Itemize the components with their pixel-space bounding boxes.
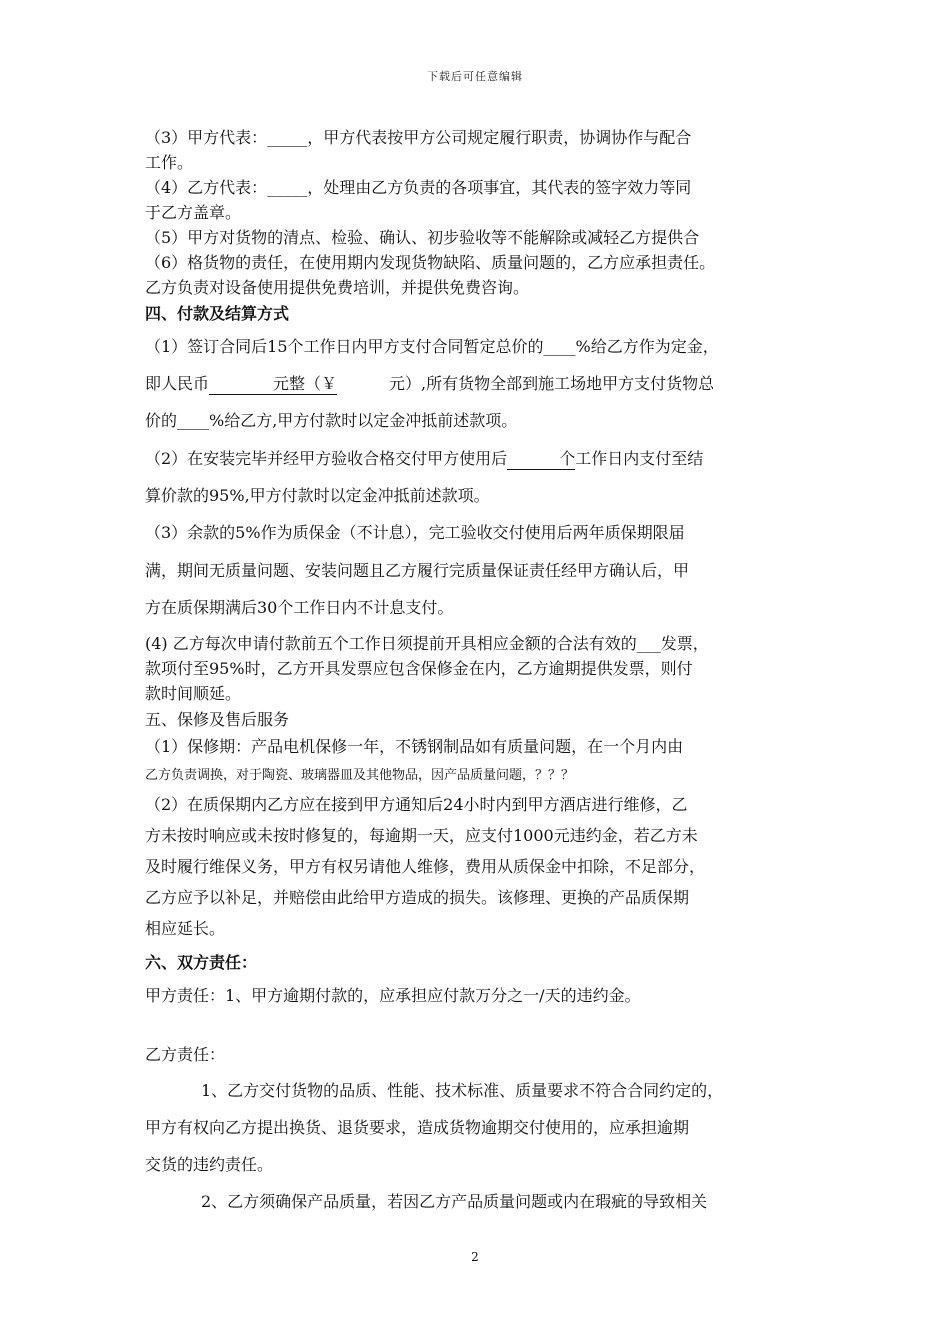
payment-4-line-2: 款项付至95%时，乙方开具发票应包含保修金在内，乙方逾期提供发票，则付 [145,659,693,678]
clause-5-line: （5）甲方对货物的清点、检验、确认、初步验收等不能解除或减轻乙方提供合 [145,228,700,247]
section-6-heading: 六、双方责任： [145,953,258,972]
party-b-item-1-line-2: 甲方有权向乙方提出换货、退货要求，造成货物逾期交付使用的，应承担逾期 [145,1118,690,1137]
text: 价的 [145,411,178,430]
text: 工作日内支付至结 [575,449,704,468]
text: （4）乙方代表： [145,178,268,197]
text: （1）签订合同后15个工作日内甲方支付合同暂定总价的 [145,337,544,356]
clause-3-line-2: 工作。 [145,153,194,172]
text: 即人民币 [145,374,210,393]
page-number: 2 [471,1250,479,1264]
text: （2）在安装完毕并经甲方验收合格交付甲方使用后 [145,449,508,468]
training-line: 乙方负责对设备使用提供免费培训，并提供免费咨询。 [145,278,530,297]
blank-field: ____ [543,337,576,356]
party-b-item-2-line-1: 2、乙方须确保产品质量，若因乙方产品质量问题或内在瑕疵的导致相关 [201,1192,708,1211]
text: ，处理由乙方负责的各项事宜，其代表的签字效力等同 [307,178,692,197]
section-5-heading: 五、保修及售后服务 [145,710,290,729]
days-blank: 个 [507,449,575,470]
payment-1-line-1 [145,337,719,357]
warranty-2-line-2: 方未按时响应或未按时修复的，每逾期一天，应支付1000元违约金，若乙方未 [145,826,698,845]
clause-4-line-2: 于乙方盖章。 [145,203,242,222]
blank-field: ____ [177,411,210,430]
payment-3-line-2: 满，期间无质量问题、安装问题且乙方履行完质量保证责任经甲方确认后，甲 [145,561,690,580]
text: 元）,所有货物全部到施工场地甲方支付货物总 [389,374,715,393]
warranty-1-line-1: （1）保修期：产品电机保修一年，不锈钢制品如有质量问题，在一个月内由 [145,737,684,756]
payment-1-line-3 [145,411,517,431]
text: ，甲方代表按甲方公司规定履行职责，协调协作与配合 [307,128,692,147]
text: (4) 乙方每次申请付款前五个工作日须提前开具相应金额的合法有效的 [145,634,637,653]
blank-field: ___ [636,634,661,653]
party-b-liability-label: 乙方责任： [145,1045,226,1064]
blank-field: _____ [267,178,308,197]
warranty-2-line-3: 及时履行维保义务，甲方有权另请他人维修，费用从质保金中扣除，不足部分， [145,857,706,876]
amount-blank: 元整（￥ [209,374,337,395]
payment-3-line-1: （3）余款的5%作为质保金（不计息），完工验收交付使用后两年质保期限届 [145,523,685,542]
party-b-item-1-line-1: 1、乙方交付货物的品质、性能、技术标准、质量要求不符合合同约定的， [201,1081,724,1100]
warranty-1-line-2: 乙方负责调换，对于陶瓷、玻璃器皿及其他物品，因产品质量问题，？？？ [145,768,575,783]
payment-4-line-1 [145,634,709,654]
payment-2-line-2: 算价款的95%,甲方付款时以定金冲抵前述款项。 [145,486,490,505]
payment-3-line-3: 方在质保期满后30个工作日内不计息支付。 [145,598,454,617]
warranty-2-line-4: 乙方应予以补足，并赔偿由此给甲方造成的损失。该修理、更换的产品质保期 [145,888,690,907]
text: 发票， [660,634,709,653]
payment-2-line-1 [145,449,703,470]
clause-4-line-1 [145,178,691,198]
warranty-2-line-5: 相应延长。 [145,919,226,938]
party-b-item-1-line-3: 交货的违约责任。 [145,1155,274,1174]
warranty-2-line-1: （2）在质保期内乙方应在接到甲方通知后24小时内到甲方酒店进行维修，乙 [145,795,688,814]
section-4-heading: 四、付款及结算方式 [145,304,290,323]
text: %给乙方作为定金， [575,337,719,356]
payment-1-line-2 [145,374,714,395]
payment-4-line-3: 款时间顺延。 [145,684,242,703]
clause-3-line-1 [145,128,691,148]
text: %给乙方,甲方付款时以定金冲抵前述款项。 [209,411,518,430]
party-a-liability: 甲方责任：1、甲方逾期付款的，应承担应付款万分之一/天的违约金。 [145,986,641,1005]
text: （3）甲方代表： [145,128,268,147]
blank-field: _____ [267,128,308,147]
clause-6-line: （6）格货物的责任，在使用期内发现货物缺陷、质量问题的，乙方应承担责任。 [145,253,716,272]
page-header: 下载后可任意编辑 [427,70,523,83]
